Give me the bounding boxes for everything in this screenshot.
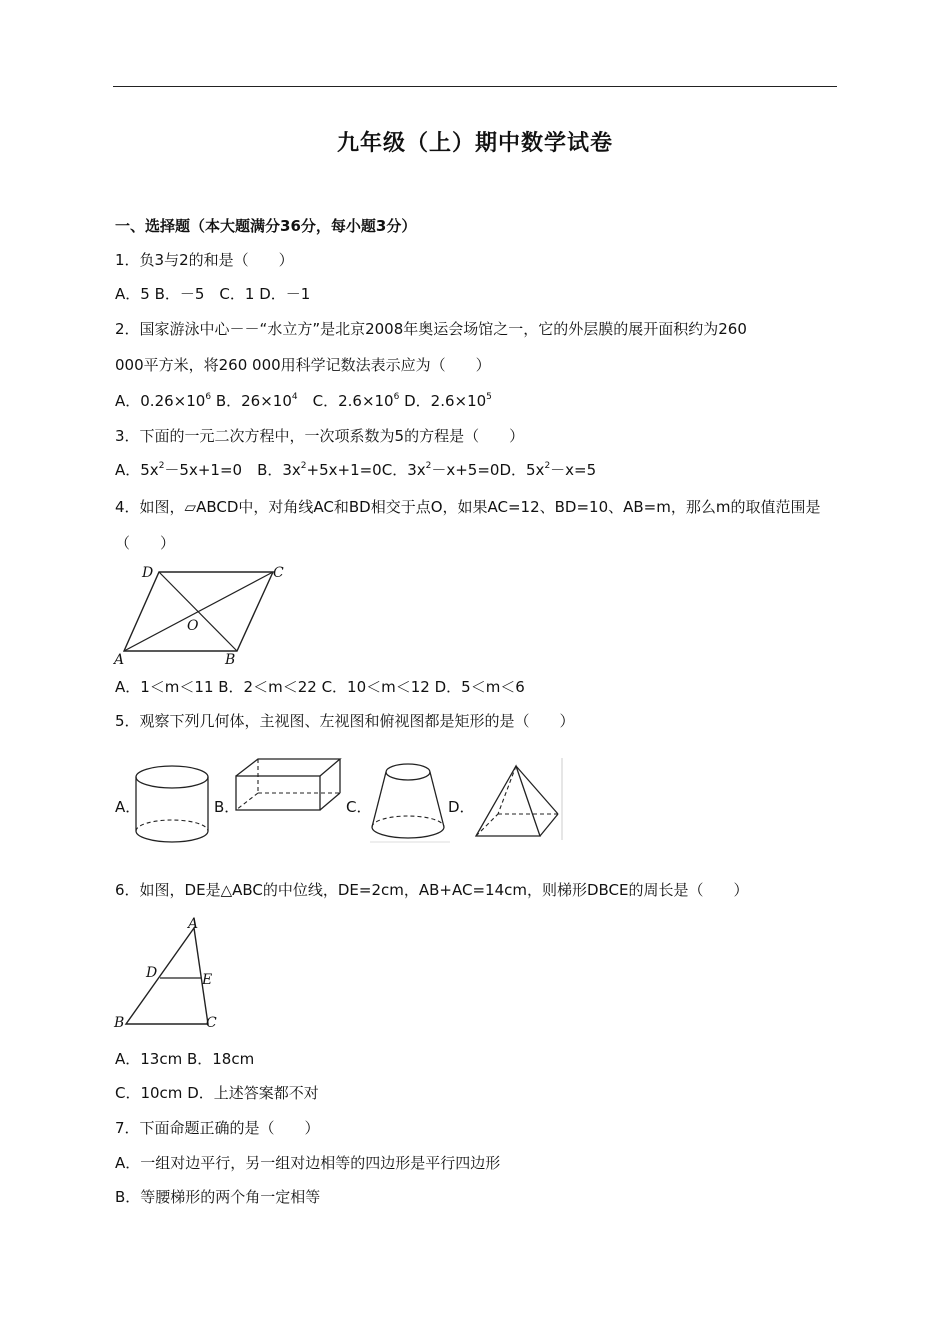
label-o: O bbox=[187, 618, 199, 634]
q5-opt-d-label: D． bbox=[448, 798, 475, 816]
label-a: A bbox=[114, 652, 125, 668]
q3-stem: 3．下面的一元二次方程中，一次项系数为5的方程是（ ） bbox=[115, 427, 525, 445]
section-heading: 一、选择题（本大题满分36分，每小题3分） bbox=[115, 217, 417, 235]
triangle-abc bbox=[126, 928, 208, 1024]
q5-opt-b-label: B． bbox=[214, 798, 240, 816]
q6-options-line2: C．10cm D．上述答案都不对 bbox=[115, 1084, 319, 1102]
q4-stem-line1: 4．如图，▱ABCD中，对角线AC和BD相交于点O，如果AC=12、BD=10、AB=m，那么m的取值范围是 bbox=[115, 498, 821, 516]
q6-stem: 6．如图，DE是△ABC的中位线，DE=2cm，AB+AC=14cm，则梯形DBCE的周长是（ ） bbox=[115, 881, 749, 899]
cuboid-figure bbox=[234, 756, 346, 814]
frustum-figure bbox=[368, 760, 452, 844]
q7-stem: 7．下面命题正确的是（ ） bbox=[115, 1119, 320, 1137]
q2-stem-line2: 000平方米，将260 000用科学记数法表示应为（ ） bbox=[115, 356, 491, 374]
pyramid-figure bbox=[470, 756, 566, 842]
q7-opt-b: B．等腰梯形的两个角一定相等 bbox=[115, 1188, 321, 1206]
label-d: D bbox=[142, 565, 154, 581]
label-c: C bbox=[206, 1015, 217, 1031]
q3-options: A．$5x^2-5x+1=0$ B．$3x^2+5x+1=0C$．$3x^2-x+5=0D$．$5x^2-x=5$ bbox=[115, 461, 597, 479]
label-c: C bbox=[273, 565, 284, 581]
q4-stem-line2: （ ） bbox=[115, 534, 176, 552]
q6-triangle-figure bbox=[110, 912, 230, 1034]
header-rule bbox=[113, 86, 837, 87]
q5-opt-c-label: C． bbox=[346, 798, 372, 816]
q5-opt-a-label: A． bbox=[115, 798, 141, 816]
label-d: D bbox=[146, 965, 158, 981]
q1-options: A．5 B．－5 C．1 D．－1 bbox=[115, 285, 311, 303]
page-title: 九年级（上）期中数学试卷 bbox=[336, 131, 613, 156]
q7-opt-a: A．一组对边平行，另一组对边相等的四边形是平行四边形 bbox=[115, 1154, 501, 1172]
q2-options: A．$0.26\times 10^6$ B．$26\times 10^4$ C．$2.6\times 10^6$ D．$2.6\times 10^5$ bbox=[115, 392, 492, 410]
q2-opt-a: A．0.26×10 bbox=[115, 392, 206, 410]
q2-opt-d: D．2.6×10 bbox=[399, 392, 487, 410]
cylinder-figure bbox=[134, 760, 214, 848]
q4-options: A．1＜m＜11 B．2＜m＜22 C．10＜m＜12 D．5＜m＜6 bbox=[115, 678, 525, 696]
q2-opt-c: C．2.6×10 bbox=[297, 392, 394, 410]
label-b: B bbox=[225, 652, 236, 668]
label-e: E bbox=[202, 972, 213, 988]
q4-parallelogram-figure bbox=[110, 560, 295, 668]
q2-opt-b: B．26×10 bbox=[211, 392, 292, 410]
label-a: A bbox=[188, 916, 199, 932]
q2-stem-line1: 2．国家游泳中心－－“水立方”是北京2008年奥运会场馆之一，它的外层膜的展开面积约为260 bbox=[115, 320, 747, 338]
q6-options-line1: A．13cm B．18cm bbox=[115, 1050, 255, 1068]
diagonal-bd bbox=[159, 572, 237, 651]
q1-stem: 1．负3与2的和是（ ） bbox=[115, 251, 294, 269]
label-b: B bbox=[114, 1015, 125, 1031]
q5-stem: 5．观察下列几何体，主视图、左视图和俯视图都是矩形的是（ ） bbox=[115, 712, 575, 730]
